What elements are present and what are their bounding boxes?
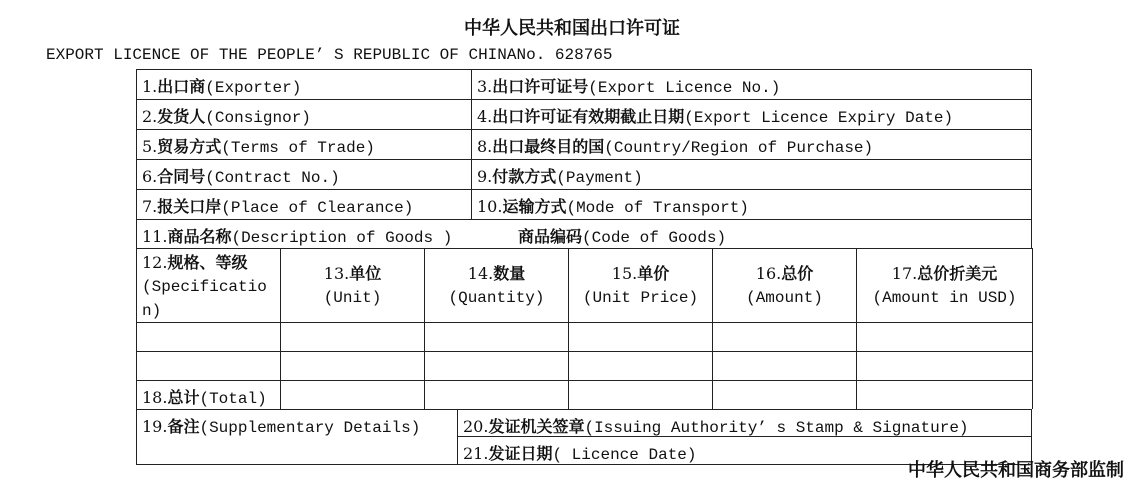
table-cell[interactable] (569, 351, 713, 380)
consignor-field[interactable]: 2.发货人(Consignor) (137, 100, 472, 129)
table-cell[interactable] (281, 380, 425, 409)
header-amount-usd: 17.总价折美元 (Amount in USD) (857, 248, 1033, 322)
issuing-authority-field[interactable]: 20.发证机关签章(Issuing Authority’ s Stamp & Signature) (458, 410, 1031, 437)
goods-description-row (136, 220, 1032, 248)
table-cell[interactable] (857, 351, 1033, 380)
table-cell[interactable] (713, 351, 857, 380)
table-cell[interactable] (857, 380, 1033, 409)
table-cell[interactable] (857, 322, 1033, 351)
header-unit: 13.单位 (Unit) (281, 248, 425, 322)
table-cell[interactable] (425, 380, 569, 409)
payment-field[interactable]: 9.付款方式(Payment) (477, 167, 643, 187)
exporter-field[interactable]: 1.出口商(Exporter) (137, 70, 472, 99)
header-specification: 12.规格、等级 (Specification) (137, 248, 281, 322)
description-of-goods-field[interactable]: 11.商品名称(Description of Goods ) (142, 227, 453, 247)
licence-number: No. 628765 (516, 46, 613, 64)
country-of-purchase-field[interactable]: 8.出口最终目的国(Country/Region of Purchase) (477, 137, 874, 157)
table-cell[interactable] (281, 351, 425, 380)
table-cell[interactable] (569, 380, 713, 409)
form-row-1 (136, 69, 1032, 100)
table-cell[interactable] (281, 322, 425, 351)
table-cell[interactable] (713, 380, 857, 409)
bottom-section (136, 409, 1032, 465)
header-quantity: 14.数量 (Quantity) (425, 248, 569, 322)
supervision-footer: 中华人民共和国商务部监制 (908, 460, 1124, 481)
table-cell[interactable] (137, 322, 281, 351)
contract-no-field[interactable]: 6.合同号(Contract No.) (137, 160, 472, 189)
form-row-4 (136, 160, 1032, 190)
form-subtitle (46, 46, 613, 64)
export-licence-no-field[interactable]: 3.出口许可证号(Export Licence No.) (477, 77, 781, 97)
form-row-2 (136, 100, 1032, 130)
header-amount: 16.总价 (Amount) (713, 248, 857, 322)
goods-table (136, 248, 1032, 409)
subtitle-text: EXPORT LICENCE OF THE PEOPLE’ S REPUBLIC OF CHINA (46, 46, 517, 64)
expiry-date-field[interactable]: 4.出口许可证有效期截止日期(Export Licence Expiry Date) (477, 107, 954, 127)
place-of-clearance-field[interactable]: 7.报关口岸(Place of Clearance) (137, 190, 472, 219)
code-of-goods-field[interactable]: 商品编码(Code of Goods) (518, 227, 727, 247)
form-row-3 (136, 130, 1032, 160)
terms-of-trade-field[interactable]: 5.贸易方式(Terms of Trade) (137, 130, 472, 159)
mode-of-transport-field[interactable]: 10.运输方式(Mode of Transport) (477, 197, 749, 217)
table-cell[interactable] (713, 322, 857, 351)
licence-date-field[interactable]: 21.发证日期( Licence Date) (463, 444, 697, 464)
supplementary-details-field[interactable]: 19.备注(Supplementary Details) (137, 410, 458, 464)
header-unit-price: 15.单价 (Unit Price) (569, 248, 713, 322)
total-label-cell: 18.总计(Total) (137, 380, 281, 409)
table-cell[interactable] (137, 351, 281, 380)
licence-form (136, 69, 1032, 465)
table-cell[interactable] (425, 351, 569, 380)
form-row-5 (136, 190, 1032, 220)
table-cell[interactable] (425, 322, 569, 351)
table-cell[interactable] (569, 322, 713, 351)
form-title: 中华人民共和国出口许可证 (464, 18, 680, 39)
